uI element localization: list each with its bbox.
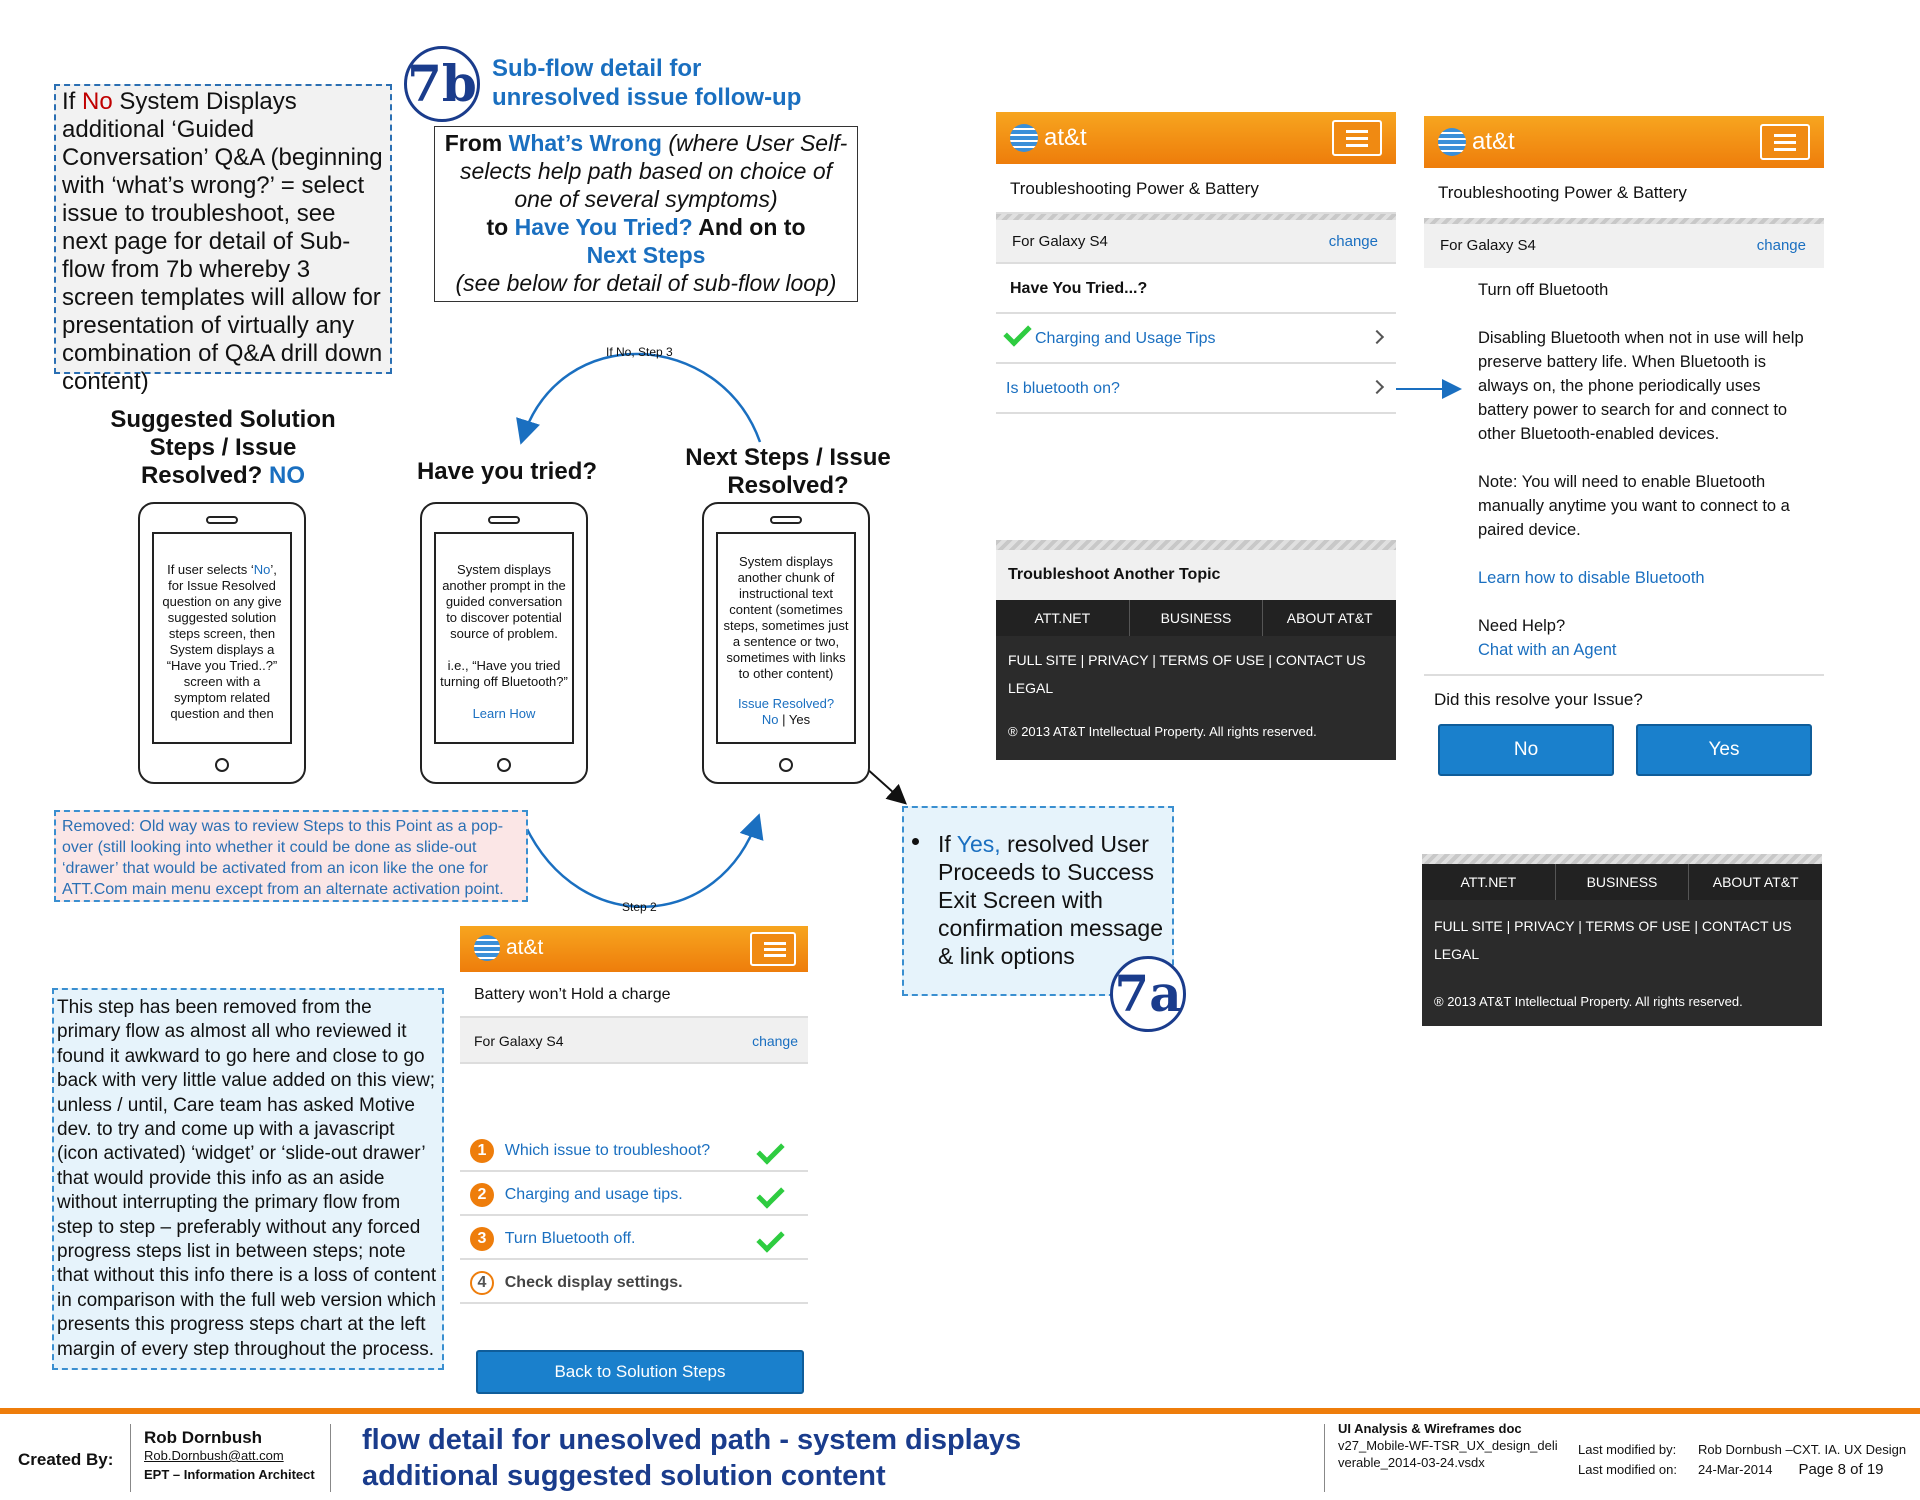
phone-speaker: [488, 516, 520, 524]
wf-heading: Troubleshooting Power & Battery: [1438, 183, 1687, 202]
paragraph-1: Disabling Bluetooth when not in use will help preserve battery life. When Bluetooth is always on, the phone periodically uses battery power to search for and connect to other Bluetooth-enabled devices.: [1478, 329, 1804, 443]
device-row: For Galaxy S4 change: [460, 1018, 808, 1064]
footer-links[interactable]: FULL SITE | PRIVACY | TERMS OF USE | CONTACT US: [1434, 918, 1792, 934]
vertical-divider: [330, 1424, 331, 1492]
doc-title: UI Analysis & Wireframes doc: [1338, 1421, 1522, 1436]
orange-rule: [0, 1408, 1920, 1414]
footer-copyright: ® 2013 AT&T Intellectual Property. All rights reserved.: [1008, 724, 1317, 739]
footer-tabs: [996, 600, 1396, 636]
phone2-title: Have you tried?: [416, 458, 598, 485]
loop-label-bottom: Step 2: [622, 900, 657, 914]
phone1-screen: If user selects ‘No’, for Issue Resolved question on any give suggested solution steps screen, then System displays a “Have you Tried..?” screen with a symptom related question and then: [152, 532, 292, 744]
att-globe-icon: [474, 935, 500, 961]
progress-step[interactable]: [460, 1128, 808, 1172]
chevron-right-icon: [1370, 330, 1384, 344]
yes-button[interactable]: Yes: [1636, 724, 1812, 776]
footer-tabs: [1422, 864, 1822, 900]
att-logo: at&t: [1010, 124, 1087, 152]
phone-home-button: [215, 758, 229, 772]
note-if-yes: If Yes, resolved User Proceeds to Success Exit Screen with confirmation message & link options: [902, 806, 1174, 996]
phone2-mockup: [420, 502, 588, 784]
no-highlight: No: [82, 88, 113, 115]
footer-tab-about[interactable]: ABOUT AT&T: [1286, 610, 1373, 626]
phone-home-button: [779, 758, 793, 772]
badge-7a: 7a: [1110, 956, 1186, 1032]
bluetooth-content: [1424, 268, 1824, 662]
device-row: For Galaxy S4 change: [996, 220, 1396, 264]
yes-link[interactable]: Yes: [788, 712, 811, 727]
tip-item-bluetooth[interactable]: Is bluetooth on?: [996, 364, 1396, 414]
att-globe-icon: [1010, 124, 1038, 152]
page-title: flow detail for unesolved path - system displays additional suggested solution content: [362, 1424, 1022, 1492]
step-label: Which issue to troubleshoot?: [504, 1142, 711, 1159]
have-you-tried-heading: Have You Tried...?: [996, 264, 1396, 314]
footer-tab-business[interactable]: BUSINESS: [1556, 864, 1690, 900]
learn-disable-bluetooth-link[interactable]: Learn how to disable Bluetooth: [1478, 569, 1705, 587]
footer-right: [1422, 854, 1822, 1026]
att-header: [460, 926, 808, 972]
progress-steps: [460, 1128, 808, 1304]
vertical-divider: [130, 1424, 131, 1492]
att-header: [996, 112, 1396, 164]
vertical-divider: [1324, 1424, 1325, 1492]
modified-info: Last modified by: Rob Dornbush –CXT. IA. UX Design Last modified on: 24-Mar-2014 Page 8 of 19: [1578, 1442, 1907, 1478]
issue-resolved-question: Issue Resolved?: [737, 696, 835, 711]
bullet: [912, 838, 919, 845]
resolve-buttons: [1424, 710, 1824, 776]
wireframe-bluetooth: [1424, 116, 1824, 776]
step-label: Charging and usage tips.: [504, 1186, 683, 1203]
loop-label-top: If No, Step 3: [606, 345, 673, 359]
change-link[interactable]: change: [752, 1033, 798, 1049]
att-header: [1424, 116, 1824, 168]
hamburger-menu-icon[interactable]: [1332, 120, 1382, 156]
loop-arrow-top: [522, 354, 760, 442]
phone-home-button: [497, 758, 511, 772]
footer-legal[interactable]: LEGAL: [1008, 680, 1054, 696]
phone1-title: Suggested Solution Steps / Issue Resolved? NO: [110, 406, 336, 489]
site-footer: [1422, 864, 1822, 1026]
author-role: EPT – Information Architect: [144, 1467, 315, 1482]
check-icon: [756, 1136, 784, 1164]
step-number: 2: [470, 1183, 494, 1207]
need-help-label: Need Help?: [1478, 617, 1566, 635]
step-number: 4: [470, 1271, 494, 1295]
author-email[interactable]: Rob.Dornbush@att.com: [144, 1448, 284, 1463]
footer-left: [996, 540, 1396, 760]
progress-step[interactable]: [460, 1172, 808, 1216]
att-logo: at&t: [1438, 128, 1515, 156]
footer-copyright: ® 2013 AT&T Intellectual Property. All rights reserved.: [1434, 994, 1743, 1009]
att-logo: at&t: [474, 935, 543, 961]
phone-speaker: [770, 516, 802, 524]
step-title: Turn off Bluetooth: [1478, 281, 1609, 299]
another-topic-row[interactable]: Troubleshoot Another Topic: [996, 550, 1396, 600]
footer-tab-about[interactable]: ABOUT AT&T: [1712, 874, 1799, 890]
wf-heading: Troubleshooting Power & Battery: [996, 164, 1396, 214]
progress-step[interactable]: [460, 1260, 808, 1304]
hatch-divider: [996, 540, 1396, 550]
learn-how-link[interactable]: Learn How: [472, 706, 536, 721]
tip-item-charging[interactable]: Charging and Usage Tips: [996, 314, 1396, 364]
subflow-title: Sub-flow detail for unresolved issue follow-up: [492, 55, 802, 111]
loop-arrow-bottom: [525, 818, 758, 907]
site-footer: [996, 600, 1396, 760]
footer-legal[interactable]: LEGAL: [1434, 946, 1480, 962]
wireframe-have-you-tried: [996, 112, 1396, 414]
phone-speaker: [206, 516, 238, 524]
phone3-screen: System displays another chunk of instructional text content (sometimes steps, sometimes just a sentence or two, sometimes with links to other content) Issue Resolved? No | Yes: [716, 532, 856, 744]
page-number: Page 8 of 19: [1798, 1461, 1884, 1478]
footer-tab-att-net[interactable]: ATT.NET: [996, 600, 1130, 636]
check-icon: [756, 1224, 784, 1252]
footer-tab-business[interactable]: BUSINESS: [1130, 600, 1264, 636]
author-block: [144, 1428, 315, 1482]
hatch-divider: [1422, 854, 1822, 864]
paragraph-2: Note: You will need to enable Bluetooth manually anytime you want to connect to a paired device.: [1478, 473, 1790, 539]
phone1-mockup: [138, 502, 306, 784]
wf-heading: Battery won’t Hold a charge: [460, 972, 808, 1018]
note-removed: Removed: Old way was to review Steps to this Point as a pop-over (still looking into whether it could be done as slide-out ‘drawer’ that would be activated from an icon like the one for ATT.Com main menu except from an alternate activation point.: [54, 810, 528, 902]
device-row: For Galaxy S4 change: [1424, 224, 1824, 268]
phone2-screen: System displays another prompt in the guided conversation to discover potential source of problem. i.e., “Have you tried turning off Bluetooth?” Learn How: [434, 532, 574, 744]
change-link[interactable]: change: [1328, 233, 1378, 250]
chat-with-agent-link[interactable]: Chat with an Agent: [1478, 641, 1617, 659]
created-by-label: Created By:: [18, 1450, 114, 1469]
step-number: 1: [470, 1139, 494, 1163]
from-box: From What’s Wrong (where User Self-selects help path based on choice of one of several symptoms) to Have You Tried? And on to Next Steps (see below for detail of sub-flow loop): [434, 126, 858, 302]
step-label: Turn Bluetooth off.: [504, 1230, 636, 1247]
phone3-mockup: [702, 502, 870, 784]
check-icon: [756, 1180, 784, 1208]
note-step-removed: This step has been removed from the primary flow as almost all who reviewed it found it awkward to go here and close to go back with very little value added on this view; unless / until, Care team has asked Motive dev. to try and come up with a javascript (icon activated) ‘widget’ or ‘slide-out drawer’ that would provide this info as an aside without interrupting the primary flow from step to step – preferably without any forced progress steps list in between steps; note that without this info there is a loss of content in comparison with the full web version which presents this progress steps chart at the left margin of every step throughout the process.: [52, 988, 444, 1370]
phone3-title: Next Steps / Issue Resolved?: [685, 444, 891, 499]
author-name: Rob Dornbush: [144, 1428, 263, 1447]
badge-7b: 7b: [404, 46, 480, 122]
doc-file: v27_Mobile-WF-TSR_UX_design_deliverable_2014-03-24.vsdx: [1338, 1438, 1558, 1470]
resolve-question: Did this resolve your Issue?: [1434, 690, 1643, 709]
back-to-solution-steps-button[interactable]: Back to Solution Steps: [476, 1350, 804, 1394]
no-button[interactable]: No: [1438, 724, 1614, 776]
change-link[interactable]: change: [1756, 237, 1806, 254]
doc-info: [1338, 1420, 1564, 1471]
progress-step[interactable]: [460, 1216, 808, 1260]
no-link[interactable]: No: [761, 712, 779, 727]
step-number: 3: [470, 1227, 494, 1251]
hamburger-menu-icon[interactable]: [1760, 124, 1810, 160]
wireframe-middle: [460, 926, 808, 1394]
step-label: Check display settings.: [504, 1274, 683, 1291]
footer-links[interactable]: FULL SITE | PRIVACY | TERMS OF USE | CONTACT US: [1008, 652, 1366, 668]
hamburger-menu-icon[interactable]: [750, 932, 796, 966]
footer-tab-att-net[interactable]: ATT.NET: [1422, 864, 1556, 900]
att-globe-icon: [1438, 128, 1466, 156]
note-if-no: If No System Displays additional ‘Guided Conversation’ Q&A (beginning with ‘what’s wrong?’ = select issue to troubleshoot, see next page for detail of Sub-flow from 7b whereby 3 screen templates will allow for presentation of virtually any combination of Q&A drill down content): [54, 84, 392, 374]
chevron-right-icon: [1370, 380, 1384, 394]
check-icon: [1003, 319, 1031, 347]
